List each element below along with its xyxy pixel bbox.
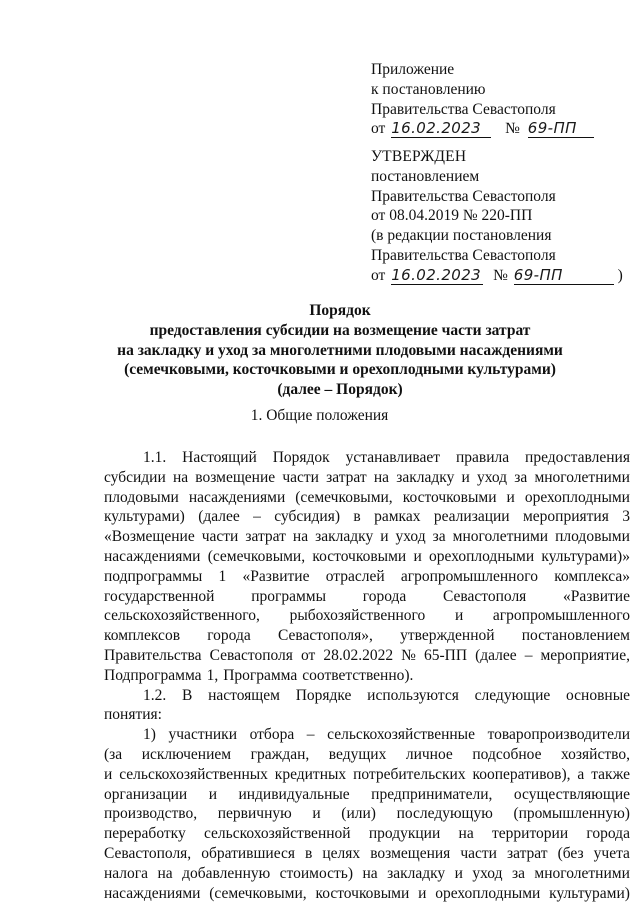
title-line: (далее – Порядок) [277,381,403,399]
body-line: «Возмещение части затрат на закладку и уход за многолетними плодовыми [104,528,630,546]
body-line: и сельскохозяйственных кредитных потребительских кооперативов), а также [104,765,630,783]
body-line: производство, первичную и (или) последующую (промышленную) [104,805,630,823]
body-line: комплексов города Севастополя», утвержденной постановлением [104,627,630,645]
annex-line: Приложение [371,61,455,78]
closing-paren: ) [617,266,623,284]
number-sign: № [505,120,520,138]
approved-date-line [371,266,631,286]
date-prefix: от [371,266,386,284]
number-sign: № [493,266,508,284]
approved-block [371,147,631,286]
annex-date-line [371,119,631,139]
handwritten-date: 16.02.2023 [391,267,483,285]
body-line: Подпрограмма 1, Программа соответственно). [104,666,414,684]
body-line: организации и индивидуальные предприниматели, осуществляющие [104,785,630,803]
body-line: субсидии на возмещение части затрат на закладку и уход за многолетними [104,468,630,486]
approved-title: УТВЕРЖДЕН [371,148,467,165]
body-line: сельскохозяйственного, рыбохозяйственного и агропромышленного [104,607,630,625]
annex-line: к постановлению [371,80,486,98]
approved-line: (в редакции постановления [371,227,552,245]
approved-line: от 08.04.2019 № 220-ПП [371,207,533,225]
approved-line: Правительства Севастополя [371,246,556,264]
handwritten-date: 16.02.2023 [391,120,491,138]
body-line: подпрограммы 1 «Развитие отраслей агропромышленного комплекса» [104,567,630,585]
date-prefix: от [371,120,386,138]
body-line: Севастополя, обратившиеся в целях возмещения части затрат (без учета [104,844,630,862]
title-line: (семечковыми, косточковыми и орехоплодными культурами) [124,361,556,379]
annex-line: Правительства Севастополя [371,100,556,118]
handwritten-number: 69-ПП [514,267,614,285]
body-line: государственной программы города Севастополя «Развитие [104,587,630,605]
body-text [104,448,630,903]
body-line: 1.1. Настоящий Порядок устанавливает правила предоставления [143,449,630,466]
approved-line: постановлением [371,167,480,185]
title-line: Порядок [309,302,371,319]
body-line: плодовыми насаждениями (семечковыми, косточковыми и орехоплодными [104,488,630,506]
body-line: переработку сельскохозяйственной продукции на территории города [104,825,630,843]
body-line: 1) участники отбора – сельскохозяйственные товаропроизводители [143,726,630,744]
body-line: 1.2. В настоящем Порядке используются следующие основные [143,686,630,704]
body-line: Правительства Севастополя от 28.02.2022 № 65-ПП (далее – мероприятие, [104,646,630,664]
body-line: насаждениями (семечковыми, косточковыми и орехоплодными культурами) [104,884,630,902]
handwritten-number: 69-ПП [528,120,594,138]
body-line: налога на добавленную стоимость) на закладку и уход за многолетними [104,864,630,882]
body-line: насаждениями (семечковыми, косточковыми и орехоплодными культурами)» [104,547,630,565]
annex-block [371,60,631,139]
body-line: понятия: [104,706,162,724]
body-line: культурами) (далее – субсидия) в рамках реализации мероприятия 3 [104,508,630,526]
section-heading: 1. Общие положения [250,407,389,424]
title-line: предоставления субсидии на возмещение части затрат [149,321,531,339]
title-line: на закладку и уход за многолетними плодовыми насаждениями [117,341,563,359]
document-title [80,301,600,400]
body-line: (за исключением граждан, ведущих личное подсобное хозяйство, [104,745,630,763]
approved-line: Правительства Севастополя [371,187,556,205]
